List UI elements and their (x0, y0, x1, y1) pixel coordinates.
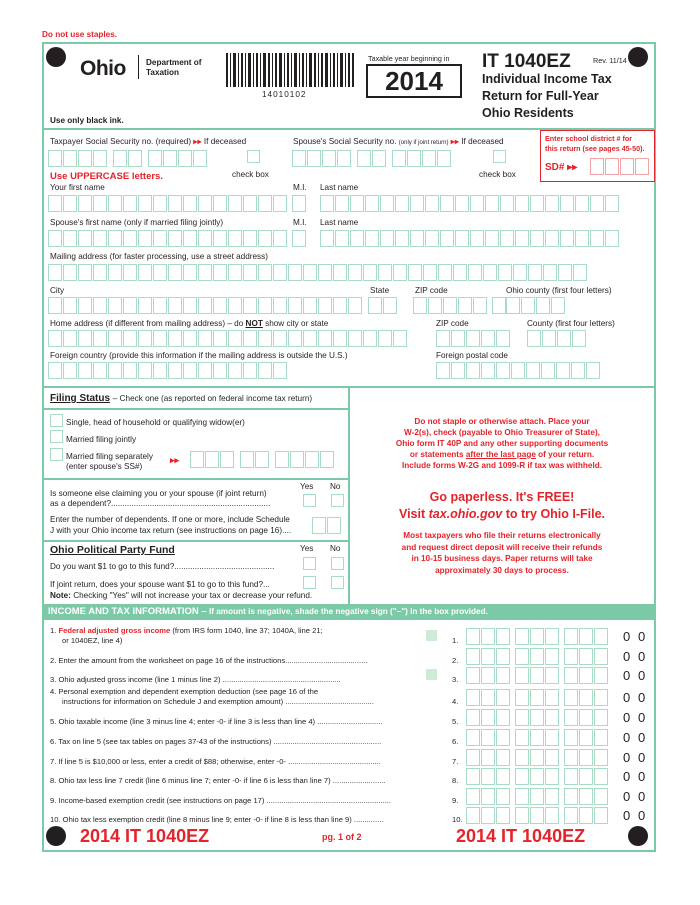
line-9-label: 9. Income-based exemption credit (see instructions on page 17) ........................................................... (50, 796, 392, 805)
income-header-text: INCOME AND TAX INFORMATION – If amount is negative, shade the negative sign ("–") in the box provided. (48, 606, 488, 617)
barcode-number: 14010102 (262, 90, 307, 99)
ink-note: Use only black ink. (50, 116, 124, 125)
home-address-label: Home address (if different from mailing address) – do NOT show city or state (50, 319, 329, 328)
filing-status-title: Filing Status – Check one (as reported on federal income tax return) (50, 393, 313, 404)
check-box-label-2: check box (479, 170, 516, 179)
paperless-notice: Go paperless. It's FREE! Visit tax.ohio.gov to try Ohio I-File. (398, 490, 606, 521)
city-input[interactable] (48, 297, 363, 314)
line-5-cents-zero: 0 (638, 710, 646, 725)
line-5-cents-zero: 0 (623, 710, 631, 725)
filing-divider (348, 386, 350, 604)
barcode (226, 53, 354, 87)
line-2-cents-zero: 0 (638, 649, 646, 664)
line-8-cents-zero: 0 (623, 769, 631, 784)
filing-line-3 (42, 540, 348, 542)
line-8-amount-input[interactable] (466, 768, 609, 785)
spouse-first-input[interactable] (48, 230, 288, 247)
county-input[interactable] (506, 297, 566, 314)
foreign-postal-label: Foreign postal code (436, 351, 508, 360)
line-9-cents-zero: 0 (623, 789, 631, 804)
foreign-country-label: Foreign country (provide this information if the mailing address is outside the U.S.) (50, 351, 348, 360)
form-title-2: Return for Full-Year (482, 89, 599, 103)
negative-sign-box-3[interactable] (426, 669, 437, 680)
separate-label: Married filing separately (66, 452, 153, 461)
negative-sign-box-1[interactable] (426, 630, 437, 641)
dependent-no-checkbox[interactable] (331, 494, 344, 507)
footer-form-right: 2014 IT 1040EZ (456, 826, 586, 846)
separate-checkbox[interactable] (50, 448, 63, 461)
dept-line1: Department of (146, 58, 202, 67)
line-1-label: 1. Federal adjusted gross income (from IRS form 1040, line 37; 1040A, line 21; (50, 626, 323, 635)
tax-year: 2014 (366, 64, 462, 98)
ohio-logo: Ohio (80, 57, 126, 80)
party-note: Note: Checking "Yes" will not increase your tax or decrease your refund. (50, 591, 313, 600)
party-fund-title: Ohio Political Party Fund (50, 544, 175, 556)
line-10-cents-zero: 0 (638, 808, 646, 823)
line-7-amount-input[interactable] (466, 749, 609, 766)
logo-divider (138, 55, 139, 79)
staple-notice: Do not staple or otherwise attach. Place your W-2(s), check (payable to Ohio Treasurer of State), Ohio form IT 40P and any other supporting documents or statements after the last page of your return. Include forms W-2G and 1099-R if tax was withheld. (395, 417, 609, 470)
zip2-input[interactable] (436, 330, 511, 347)
line-7-number: 7. (452, 757, 459, 766)
state-label: State (370, 286, 390, 295)
taxpayer-deceased-checkbox[interactable] (247, 150, 260, 163)
county-label: Ohio county (first four letters) (506, 286, 612, 295)
school-district-label-2: this return (see pages 45-50). (545, 144, 645, 153)
filing-line-2 (42, 478, 348, 480)
form-id: IT 1040EZ (482, 51, 571, 72)
line-6-number: 6. (452, 737, 459, 746)
mi-input[interactable] (292, 195, 307, 212)
taxpayer-ssn-input[interactable] (48, 150, 208, 167)
line-5-amount-input[interactable] (466, 709, 609, 726)
home-address-input[interactable] (48, 330, 408, 347)
page-number: pg. 1 of 2 (322, 832, 362, 842)
dependents-count-1: Enter the number of dependents. If one or more, include Schedule (50, 515, 290, 524)
line-7-cents-zero: 0 (623, 750, 631, 765)
single-checkbox[interactable] (50, 414, 63, 427)
form-title-3: Ohio Residents (482, 106, 574, 120)
line-3-amount-input[interactable] (466, 667, 609, 684)
dependents-count-input[interactable] (312, 517, 342, 534)
spouse-ssn-label: Spouse's Social Security no. (only if joint return) ▸▸ If deceased (293, 137, 504, 146)
mi-label: M.I. (293, 183, 307, 192)
line-9-amount-input[interactable] (466, 788, 609, 805)
zip-input[interactable] (413, 297, 507, 314)
line-4-amount-input[interactable] (466, 689, 609, 706)
county2-input[interactable] (527, 330, 587, 347)
spouse-last-label: Last name (320, 218, 359, 227)
sd-label: SD# ▸▸ (545, 162, 578, 173)
registration-dot (628, 47, 648, 67)
line-8-number: 8. (452, 776, 459, 785)
line-2-number: 2. (452, 656, 459, 665)
joint-label: Married filing jointly (66, 435, 137, 444)
line-9-number: 9. (452, 796, 459, 805)
line-3-cents-zero: 0 (623, 668, 631, 683)
party-question-2: If joint return, does your spouse want $1 to go to this fund?... (50, 580, 270, 589)
foreign-postal-input[interactable] (436, 362, 601, 379)
spouse-mi-label: M.I. (293, 218, 307, 227)
city-label: City (50, 286, 65, 295)
line-10-amount-input[interactable] (466, 807, 609, 824)
dependent-question-1: Is someone else claiming you or your spouse (if joint return) (50, 489, 267, 498)
efile-notice: Most taxpayers who file their returns electronically and request direct deposit will receive their refunds in 10-15 business days. Paper returns will take approximately 30 days to process. (401, 531, 603, 575)
party-yes-checkbox[interactable] (303, 557, 316, 570)
revision: Rev. 11/14 (593, 56, 627, 65)
filing-line (42, 408, 348, 410)
line-5-label: 5. Ohio taxable income (line 3 minus line 4; enter -0- if line 3 is less than line 4) ............................... (50, 717, 383, 726)
last-name-input[interactable] (320, 195, 620, 212)
line-2-amount-input[interactable] (466, 648, 609, 665)
line-2-cents-zero: 0 (623, 649, 631, 664)
school-district-label-1: Enter school district # for (545, 134, 633, 143)
spouse-deceased-checkbox[interactable] (493, 150, 506, 163)
spouse-last-input[interactable] (320, 230, 620, 247)
zip-label: ZIP code (415, 286, 448, 295)
party-no-checkbox[interactable] (331, 557, 344, 570)
line-1-cents-zero: 0 (638, 629, 646, 644)
no-staples-note: Do not use staples. (42, 30, 118, 39)
line-3-label: 3. Ohio adjusted gross income (line 1 minus line 2) ........................................................ (50, 675, 341, 684)
line-5-number: 5. (452, 717, 459, 726)
line-8-label: 8. Ohio tax less line 7 credit (line 6 minus line 7; enter -0- if line 6 is less than line 7) ......................... (50, 776, 386, 785)
check-box-label: check box (232, 170, 269, 179)
line-8-cents-zero: 0 (638, 769, 646, 784)
no-label: No (330, 482, 341, 491)
line-6-cents-zero: 0 (623, 730, 631, 745)
line-4-cents-zero: 0 (638, 690, 646, 705)
line-9-cents-zero: 0 (638, 789, 646, 804)
line-10-label: 10. Ohio tax less exemption credit (line 8 minus line 9; enter -0- if line 8 is less than line 9) .............. (50, 815, 384, 824)
line-6-label: 6. Tax on line 5 (see tax tables on pages 37-43 of the instructions) ................................................... (50, 737, 382, 746)
foreign-country-input[interactable] (48, 362, 288, 379)
line-1-label-cont: or 1040EZ, line 4) (62, 636, 123, 645)
uppercase-note: Use UPPERCASE letters. (50, 171, 163, 182)
line-4-cents-zero: 0 (623, 690, 631, 705)
footer-form-left: 2014 IT 1040EZ (80, 826, 210, 846)
state-input[interactable] (368, 297, 398, 314)
registration-dot (628, 826, 648, 846)
mailing-address-input[interactable] (48, 264, 588, 281)
first-name-label: Your first name (50, 183, 105, 192)
line-6-amount-input[interactable] (466, 729, 609, 746)
party-no-label: No (330, 544, 341, 553)
last-name-label: Last name (320, 183, 359, 192)
dependents-count-2: J with your Ohio income tax return (see instructions on page 16).... (50, 526, 292, 535)
line-10-number: 10. (452, 815, 463, 824)
joint-checkbox[interactable] (50, 430, 63, 443)
line-2-label: 2. Enter the amount from the worksheet on page 16 of the instructions....................................... (50, 656, 368, 665)
dependent-question-2: as a dependent?...................................................................... (50, 499, 271, 508)
registration-dot (46, 826, 66, 846)
registration-dot (46, 47, 66, 67)
line-3-cents-zero: 0 (638, 668, 646, 683)
party-question-1: Do you want $1 to go to this fund?............................................ (50, 562, 275, 571)
spouse-party-yes-checkbox[interactable] (303, 576, 316, 589)
form-title-1: Individual Income Tax (482, 72, 612, 86)
line-1-amount-input[interactable] (466, 628, 609, 645)
party-yes-label: Yes (300, 544, 314, 553)
dependent-yes-checkbox[interactable] (303, 494, 316, 507)
line-1-cents-zero: 0 (623, 629, 631, 644)
line-6-cents-zero: 0 (638, 730, 646, 745)
line-3-number: 3. (452, 675, 459, 684)
first-name-input[interactable] (48, 195, 288, 212)
school-district-input[interactable] (590, 158, 650, 175)
taxable-year-label: Taxable year beginning in (368, 54, 450, 63)
line-4-label-cont: instructions for information on Schedule J and exemption amount) .......................................... (62, 697, 374, 706)
spouse-first-label: Spouse's first name (only if married filing jointly) (50, 218, 224, 227)
line-7-label: 7. If line 5 is $10,000 or less, enter a credit of $88; otherwise, enter -0- ............................................ (50, 757, 381, 766)
separate-ss-label: (enter spouse's SS#) (66, 462, 143, 471)
dept-line2: Taxation (146, 68, 180, 77)
yes-label: Yes (300, 482, 314, 491)
spouse-ss-input[interactable] (190, 451, 335, 468)
single-label: Single, head of household or qualifying widow(er) (66, 418, 245, 427)
line-4-number: 4. (452, 697, 459, 706)
spouse-party-no-checkbox[interactable] (331, 576, 344, 589)
spouse-ssn-input[interactable] (292, 150, 452, 167)
arrow-icon: ▸▸ (170, 455, 180, 465)
zip2-label: ZIP code (436, 319, 469, 328)
county2-label: County (first four letters) (527, 319, 615, 328)
line-10-cents-zero: 0 (623, 808, 631, 823)
line-7-cents-zero: 0 (638, 750, 646, 765)
line-1-number: 1. (452, 636, 459, 645)
ssn-label: Taxpayer Social Security no. (required) ▸▸ If deceased (50, 137, 247, 146)
spouse-mi-input[interactable] (292, 230, 307, 247)
line-4-label: 4. Personal exemption and dependent exemption deduction (see page 16 of the (50, 687, 319, 696)
mailing-label: Mailing address (for faster processing, use a street address) (50, 252, 268, 261)
